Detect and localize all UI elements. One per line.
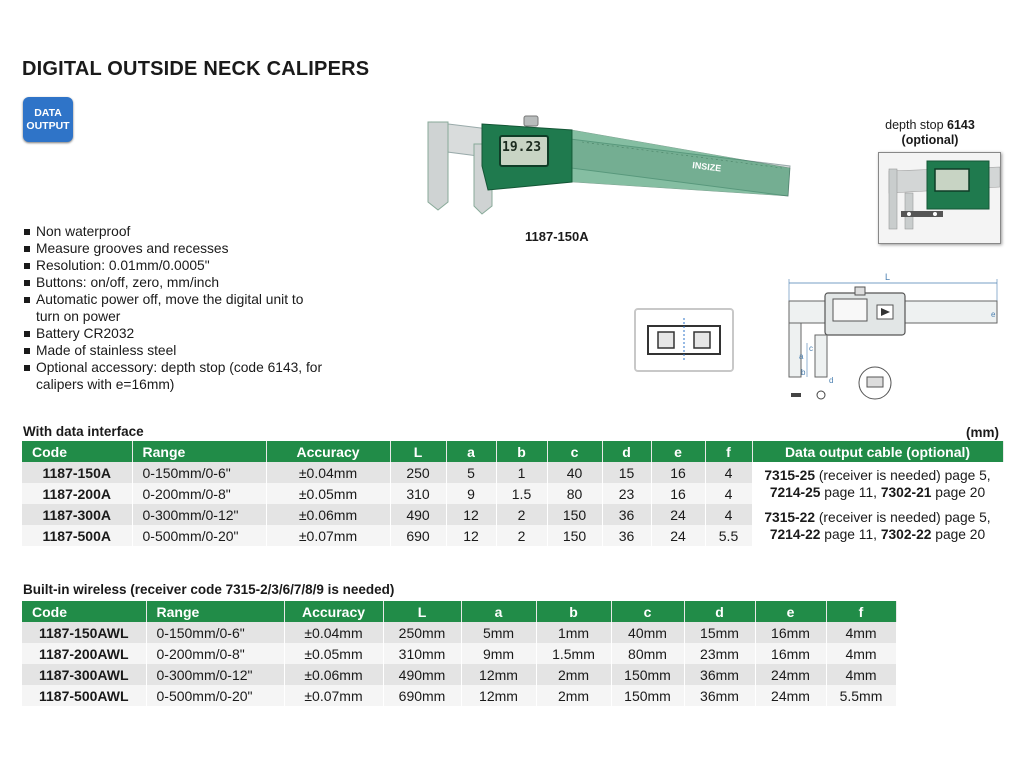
col-header: Accuracy (284, 601, 383, 622)
col-header: f (826, 601, 896, 622)
cell: 12mm (461, 664, 536, 685)
cell-code: 1187-200A (22, 483, 132, 504)
cell: 16mm (755, 622, 826, 643)
depth-stop-text: depth stop (885, 118, 944, 132)
col-header: L (383, 601, 461, 622)
table-row (22, 462, 1003, 483)
cell: 36 (602, 525, 651, 546)
cell: 4 (705, 462, 752, 483)
cell: 1.5mm (536, 643, 611, 664)
cell: 1mm (536, 622, 611, 643)
cell: 0-150mm/0-6" (132, 462, 266, 483)
cell: 4 (705, 504, 752, 525)
table2-title: Built-in wireless (receiver code 7315-2/3/6/7/8/9 is needed) (23, 582, 395, 597)
cell: ±0.07mm (284, 685, 383, 706)
feature-item: Buttons: on/off, zero, mm/inch (24, 274, 336, 291)
cell-code: 1187-300A (22, 504, 132, 525)
cable-code: 7214-25 (769, 484, 821, 500)
feature-item: Automatic power off, move the digital unit to turn on power (24, 291, 321, 325)
col-header: L (390, 441, 446, 462)
depth-stop-photo (878, 152, 1001, 244)
model-label: 1187-150A (525, 229, 589, 244)
feature-item: Made of stainless steel (24, 342, 336, 359)
cell: 4mm (826, 664, 896, 685)
feature-item: Measure grooves and recesses (24, 240, 336, 257)
cell: 16 (651, 462, 705, 483)
dimension-drawing (785, 271, 1000, 406)
cell: 2mm (536, 685, 611, 706)
table-header-row (22, 441, 1003, 462)
col-header: a (446, 441, 496, 462)
col-header: Code (22, 601, 146, 622)
cell: 150mm (611, 664, 684, 685)
data-output-badge (23, 97, 73, 142)
cell: 12 (446, 504, 496, 525)
cell: 5.5 (705, 525, 752, 546)
dim-label-b: b (801, 368, 806, 377)
cable-code: 7302-21 (880, 484, 932, 500)
cell: 490 (390, 504, 446, 525)
cell: 9mm (461, 643, 536, 664)
cell: 36mm (684, 685, 755, 706)
dim-label-l: L (885, 272, 891, 282)
cable-cell (752, 504, 1003, 546)
cell: 2mm (536, 664, 611, 685)
col-header: d (602, 441, 651, 462)
cell: 4 (705, 483, 752, 504)
cell: 0-500mm/0-20" (132, 525, 266, 546)
cell-code: 1187-500AWL (22, 685, 146, 706)
caliper-photo (412, 110, 792, 225)
depth-stop-optional: (optional) (901, 133, 959, 147)
cell: 150 (547, 525, 602, 546)
cell: 36mm (684, 664, 755, 685)
cell: 5mm (461, 622, 536, 643)
cell: 690 (390, 525, 446, 546)
cell: 12 (446, 525, 496, 546)
cell: 150mm (611, 685, 684, 706)
feature-list (24, 223, 336, 393)
cable-code: 7315-25 (764, 467, 815, 483)
cell: ±0.06mm (266, 504, 390, 525)
table-row (22, 685, 896, 706)
col-header: Code (22, 441, 132, 462)
dim-label-a: a (799, 352, 804, 361)
col-header: f (705, 441, 752, 462)
table-header-row (22, 601, 896, 622)
cell: 150 (547, 504, 602, 525)
cell: 0-300mm/0-12" (146, 664, 284, 685)
cell: 310mm (383, 643, 461, 664)
cell: ±0.04mm (266, 462, 390, 483)
table-row (22, 643, 896, 664)
cell: 5 (446, 462, 496, 483)
table1-unit: (mm) (966, 425, 999, 440)
cell: ±0.05mm (266, 483, 390, 504)
feature-item: Non waterproof (24, 223, 336, 240)
col-header: c (547, 441, 602, 462)
table-row (22, 504, 1003, 525)
cell: 2 (496, 525, 547, 546)
cell: 0-200mm/0-8" (146, 643, 284, 664)
cell: 16 (651, 483, 705, 504)
col-header: Range (146, 601, 284, 622)
cell: ±0.04mm (284, 622, 383, 643)
dim-label-c: c (809, 344, 813, 353)
depth-stop-code: 6143 (947, 118, 975, 132)
table-row (22, 622, 896, 643)
cell-code: 1187-150AWL (22, 622, 146, 643)
cell-code: 1187-300AWL (22, 664, 146, 685)
cable-cell (752, 462, 1003, 504)
cable-code: 7302-22 (880, 526, 932, 542)
col-header: d (684, 601, 755, 622)
col-header: Data output cable (optional) (752, 441, 1003, 462)
cable-code: 7315-22 (764, 509, 815, 525)
badge-line-2: OUTPUT (26, 119, 70, 132)
cell: 36 (602, 504, 651, 525)
cell: 4mm (826, 643, 896, 664)
cell-code: 1187-150A (22, 462, 132, 483)
cell: 80mm (611, 643, 684, 664)
col-header: Range (132, 441, 266, 462)
cable-text: page 20 (931, 526, 986, 542)
cell: ±0.05mm (284, 643, 383, 664)
cell: 80 (547, 483, 602, 504)
cell: 250 (390, 462, 446, 483)
cell: 12mm (461, 685, 536, 706)
depth-stop-label (868, 118, 992, 148)
cell: 690mm (383, 685, 461, 706)
cell: 2 (496, 504, 547, 525)
feature-item: Optional accessory: depth stop (code 6143, for calipers with e=16mm) (24, 359, 336, 393)
cable-text: page 20 (931, 484, 986, 500)
col-header: b (496, 441, 547, 462)
col-header: b (536, 601, 611, 622)
page-title: DIGITAL OUTSIDE NECK CALIPERS (22, 58, 370, 80)
cable-text: page 11, (820, 484, 881, 500)
cell: 24mm (755, 685, 826, 706)
cell-code: 1187-500A (22, 525, 132, 546)
cell: 9 (446, 483, 496, 504)
cell: 23 (602, 483, 651, 504)
cell: 0-150mm/0-6" (146, 622, 284, 643)
col-header: e (755, 601, 826, 622)
cell: 15 (602, 462, 651, 483)
cell: 4mm (826, 622, 896, 643)
cell: 16mm (755, 643, 826, 664)
col-header: e (651, 441, 705, 462)
cell: 15mm (684, 622, 755, 643)
brand-logo: INSIZE (691, 160, 722, 174)
data-interface-table (22, 441, 1004, 546)
cable-text: (receiver is needed) page 5, (815, 509, 991, 525)
caliper-display-value: 19.23 (502, 140, 542, 155)
col-header: Accuracy (266, 441, 390, 462)
cell: 5.5mm (826, 685, 896, 706)
cell: ±0.06mm (284, 664, 383, 685)
col-header: a (461, 601, 536, 622)
cell: 23mm (684, 643, 755, 664)
cell: ±0.07mm (266, 525, 390, 546)
dim-label-e: e (991, 310, 996, 319)
feature-item: Battery CR2032 (24, 325, 336, 342)
table1-title: With data interface (23, 424, 144, 439)
cell: 40mm (611, 622, 684, 643)
groove-diagram (634, 308, 734, 372)
cell: 24 (651, 525, 705, 546)
cell: 310 (390, 483, 446, 504)
dim-label-d: d (829, 376, 834, 385)
cell: 24mm (755, 664, 826, 685)
cell: 0-300mm/0-12" (132, 504, 266, 525)
cell: 1.5 (496, 483, 547, 504)
cable-text: (receiver is needed) page 5, (815, 467, 991, 483)
table-row (22, 664, 896, 685)
cell: 0-200mm/0-8" (132, 483, 266, 504)
cell: 490mm (383, 664, 461, 685)
wireless-table (22, 601, 897, 706)
cell: 1 (496, 462, 547, 483)
cell: 40 (547, 462, 602, 483)
cable-text: page 11, (820, 526, 881, 542)
cell-code: 1187-200AWL (22, 643, 146, 664)
badge-line-1: DATA (34, 106, 62, 119)
cell: 250mm (383, 622, 461, 643)
cable-code: 7214-22 (769, 526, 821, 542)
cell: 24 (651, 504, 705, 525)
col-header: c (611, 601, 684, 622)
feature-item: Resolution: 0.01mm/0.0005" (24, 257, 336, 274)
cell: 0-500mm/0-20" (146, 685, 284, 706)
